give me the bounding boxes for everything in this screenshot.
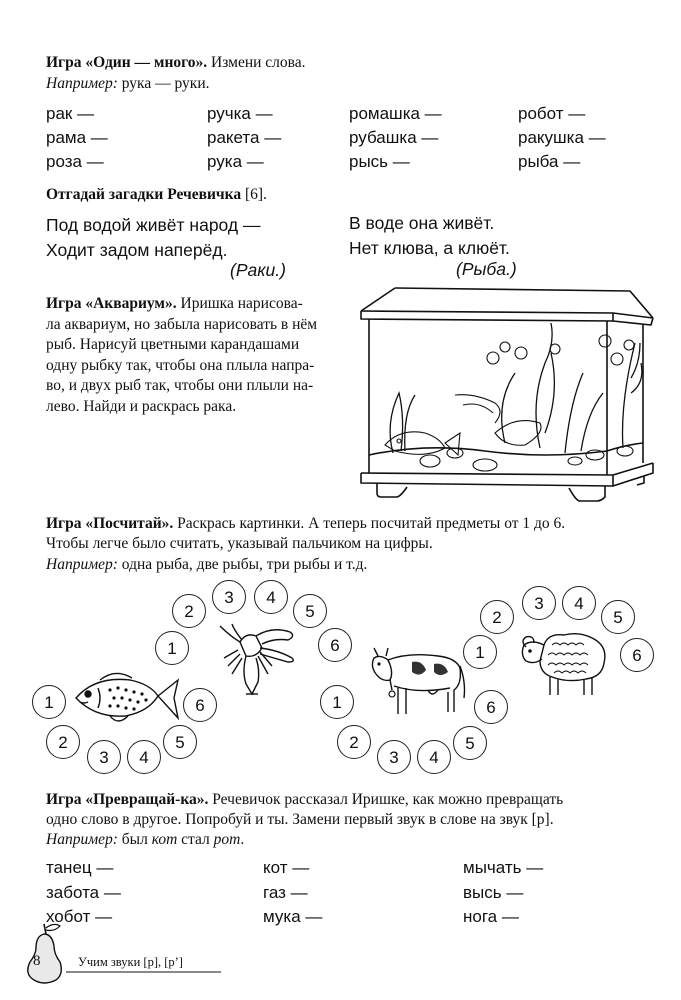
count-circle[interactable]: 4 bbox=[562, 586, 596, 620]
count-circle[interactable]: 2 bbox=[172, 594, 206, 628]
count-circle[interactable]: 2 bbox=[480, 600, 514, 634]
word: рама — bbox=[46, 128, 108, 147]
count-circle[interactable]: 5 bbox=[293, 594, 327, 628]
count-circle[interactable]: 5 bbox=[601, 600, 635, 634]
sheep-illustration bbox=[518, 627, 610, 699]
count-circle[interactable]: 3 bbox=[377, 740, 411, 774]
word: рыба — bbox=[518, 152, 581, 171]
section3-text: Игра «Аквариум». Иришка нарисова- ла аквариум, но забыла нарисовать в нём рыб. Нарисуй цветными карандашами одну рыбку так, чтобы она плыла напра- во, и двух рыб так, чтобы они плыли на- лево. Найди и раскрась рака. bbox=[46, 295, 318, 415]
count-circle[interactable]: 5 bbox=[163, 725, 197, 759]
section1-instruction: Измени слова. bbox=[207, 54, 306, 71]
cow-illustration bbox=[368, 642, 468, 720]
count-circle[interactable]: 3 bbox=[87, 740, 121, 774]
count-circle[interactable]: 6 bbox=[318, 628, 352, 662]
pear-icon bbox=[22, 920, 66, 986]
section1-example-label: Например: bbox=[46, 75, 118, 92]
section5-title: Игра «Превращай-ка». bbox=[46, 791, 209, 808]
count-circle[interactable]: 1 bbox=[463, 635, 497, 669]
riddle2-line: В воде она живёт. bbox=[349, 213, 495, 233]
fish-illustration bbox=[70, 668, 180, 728]
word: ромашка — bbox=[349, 104, 442, 123]
count-circle[interactable]: 1 bbox=[155, 631, 189, 665]
count-circle[interactable]: 2 bbox=[46, 725, 80, 759]
aquarium-illustration bbox=[355, 283, 655, 508]
section4-line2: Чтобы легче было считать, указывай пальчиком на цифры. bbox=[46, 535, 433, 552]
word: нога — bbox=[463, 907, 519, 926]
count-circle[interactable]: 5 bbox=[453, 726, 487, 760]
count-circle[interactable]: 4 bbox=[127, 740, 161, 774]
word: ручка — bbox=[207, 104, 273, 123]
word: кот — bbox=[263, 858, 310, 877]
word: ракета — bbox=[207, 128, 282, 147]
word: роза — bbox=[46, 152, 104, 171]
count-circle[interactable]: 1 bbox=[320, 685, 354, 719]
section5-example: Например: был кот стал рот. bbox=[46, 831, 245, 848]
section2-heading bbox=[46, 185, 646, 205]
word: танец — bbox=[46, 858, 114, 877]
count-circle[interactable]: 3 bbox=[522, 586, 556, 620]
word: высь — bbox=[463, 883, 524, 902]
word: ракушка — bbox=[518, 128, 606, 147]
count-circle[interactable]: 6 bbox=[474, 690, 508, 724]
word: мука — bbox=[263, 907, 323, 926]
count-circle[interactable]: 4 bbox=[254, 580, 288, 614]
word: газ — bbox=[263, 883, 308, 902]
section4-line1: Игра «Посчитай». Раскрась картинки. А теперь посчитай предметы от 1 до 6. bbox=[46, 515, 566, 532]
section1-heading bbox=[46, 53, 646, 73]
section4-title: Игра «Посчитай». bbox=[46, 515, 174, 532]
riddle1-line: Ходит задом наперёд. bbox=[46, 240, 228, 260]
word: хобот — bbox=[46, 907, 113, 926]
word: робот — bbox=[518, 104, 586, 123]
section5-line1: Игра «Превращай-ка». Речевичок рассказал Иришке, как можно превращать bbox=[46, 791, 564, 808]
section1-example bbox=[46, 74, 646, 94]
count-circle[interactable]: 1 bbox=[32, 685, 66, 719]
section3-title: Игра «Аквариум». bbox=[46, 295, 177, 312]
page-number: 8 bbox=[33, 953, 41, 969]
riddle1-answer: (Раки.) bbox=[230, 260, 286, 280]
count-circle[interactable]: 4 bbox=[417, 740, 451, 774]
footer-divider bbox=[66, 970, 226, 974]
word: рубашка — bbox=[349, 128, 439, 147]
word: забота — bbox=[46, 883, 121, 902]
section2-ref: [6]. bbox=[241, 186, 267, 203]
word: мычать — bbox=[463, 858, 544, 877]
crayfish-illustration bbox=[212, 622, 302, 700]
riddle2-answer: (Рыба.) bbox=[456, 259, 517, 279]
word: рука — bbox=[207, 152, 264, 171]
section4-example: Например: одна рыба, две рыбы, три рыбы и т.д. bbox=[46, 556, 368, 573]
count-circle[interactable]: 3 bbox=[212, 580, 246, 614]
word: рак — bbox=[46, 104, 95, 123]
riddle2-line: Нет клюва, а клюёт. bbox=[349, 238, 510, 258]
word: рысь — bbox=[349, 152, 410, 171]
section1-title: Игра «Один — много». bbox=[46, 54, 208, 71]
count-circle[interactable]: 6 bbox=[183, 688, 217, 722]
section5-line2: одно слово в другое. Попробуй и ты. Замени первый звук в слове на звук [р]. bbox=[46, 811, 554, 828]
count-circle[interactable]: 6 bbox=[620, 638, 654, 672]
section1-example-text: рука — руки. bbox=[117, 75, 210, 92]
riddle1-line: Под водой живёт народ — bbox=[46, 215, 261, 235]
section2-title: Отгадай загадки Речевичка bbox=[46, 186, 242, 203]
footer-text: Учим звуки [р], [р’] bbox=[78, 955, 183, 969]
count-circle[interactable]: 2 bbox=[337, 725, 371, 759]
